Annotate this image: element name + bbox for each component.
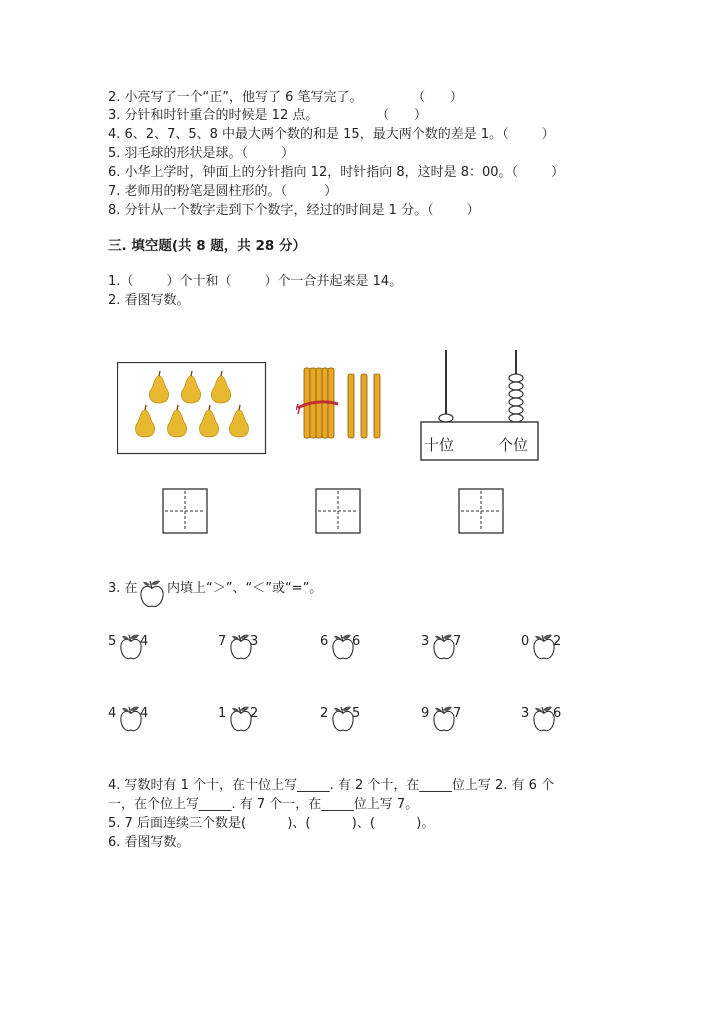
fill-question-5: 5. 7 后面连续三个数是( )、( )、( )。 (108, 816, 435, 831)
left-number: 1 (218, 706, 227, 721)
fill-question-3-prefix: 3. 在 (108, 581, 138, 596)
ones-label: 个位 (498, 436, 529, 454)
answer-box-1[interactable] (162, 488, 210, 536)
left-number: 7 (218, 634, 227, 649)
right-number: 2 (553, 634, 562, 649)
right-number: 6 (553, 706, 562, 721)
judge-item-4: 4. 6、2、7、5、8 中最大两个数的和是 15，最大两个数的差是 1。（ ） (108, 127, 555, 142)
right-number: 5 (352, 706, 361, 721)
left-number: 3 (521, 706, 530, 721)
left-number: 2 (320, 706, 329, 721)
tens-label: 十位 (424, 436, 455, 454)
judge-item-5: 5. 羽毛球的形状是球。（ ） (108, 146, 295, 161)
fill-question-2: 2. 看图写数。 (108, 293, 190, 308)
pears-figure (117, 362, 267, 456)
judge-item-7: 7. 老师用的粉笔是圆柱形的。（ ） (108, 184, 338, 199)
fill-question-3-suffix: 内填上“＞”、“＜”或“=”。 (167, 581, 323, 596)
judge-item-2: 2. 小亮写了一个“正”，他写了 6 笔写完了。 （ ） (108, 90, 463, 105)
left-number: 5 (108, 634, 117, 649)
right-number: 4 (140, 706, 149, 721)
apple-icon (138, 578, 166, 610)
answer-box-2[interactable] (315, 488, 363, 536)
fill-question-4-line1: 4. 写数时有 1 个十，在十位上写_____. 有 2 个十，在_____位上写 2. 有 6 个 (108, 778, 555, 793)
fill-question-6: 6. 看图写数。 (108, 835, 190, 850)
section-title: 三. 填空题(共 8 题，共 28 分） (108, 238, 306, 254)
fill-question-1: 1.（ ）个十和（ ）个一合并起来是 14。 (108, 274, 403, 289)
left-number: 0 (521, 634, 530, 649)
sticks-figure (296, 366, 386, 442)
right-number: 3 (250, 634, 259, 649)
answer-box-3[interactable] (458, 488, 506, 536)
right-number: 4 (140, 634, 149, 649)
right-number: 7 (453, 706, 462, 721)
left-number: 4 (108, 706, 117, 721)
left-number: 9 (421, 706, 430, 721)
fill-question-4-line2: 一，在个位上写_____. 有 7 个一，在_____位上写 7。 (108, 797, 419, 812)
judge-item-8: 8. 分针从一个数字走到下个数字，经过的时间是 1 分。（ ） (108, 203, 480, 218)
left-number: 6 (320, 634, 329, 649)
left-number: 3 (421, 634, 430, 649)
right-number: 2 (250, 706, 259, 721)
judge-item-6: 6. 小华上学时，钟面上的分针指向 12，时针指向 8，这时是 8：00。（ ） (108, 165, 565, 180)
right-number: 6 (352, 634, 361, 649)
right-number: 7 (453, 634, 462, 649)
judge-item-3: 3. 分针和时针重合的时候是 12 点。 （ ） (108, 108, 427, 123)
